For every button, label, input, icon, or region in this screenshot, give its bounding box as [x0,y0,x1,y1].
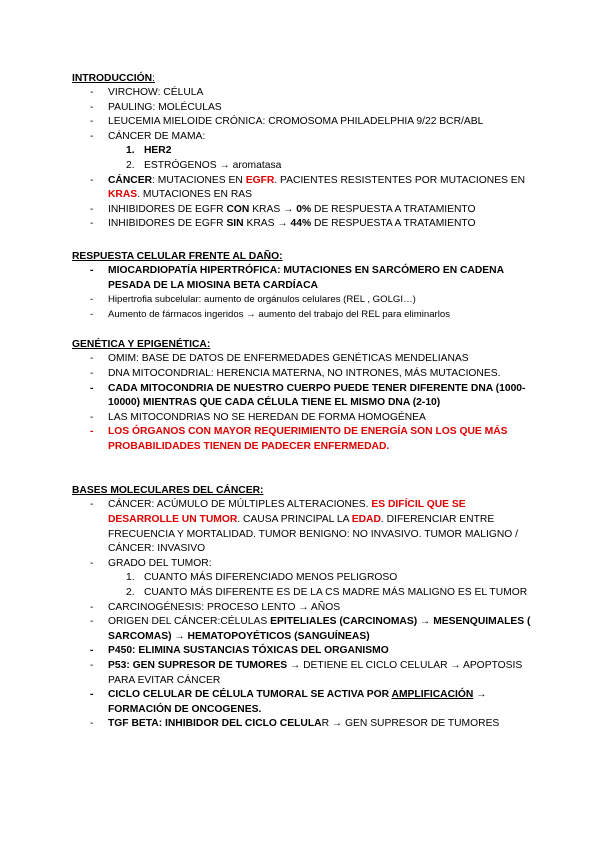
list-item: - LEUCEMIA MIELOIDE CRÓNICA: CROMOSOMA PHILADELPHIA 9/22 BCR/ABL [72,115,532,130]
section-introduccion [72,72,532,232]
bases-list-2 [72,601,532,732]
section-respuesta [72,250,532,322]
breast-sublist [72,144,532,173]
sub-item: 1. HER2 [126,145,172,157]
intro-list [72,86,532,144]
list-item: - MIOCARDIOPATÍA HIPERTRÓFICA: MUTACIONES EN SARCÓMERO EN CADENA PESADA DE LA MIOSINA BETA CARDÍACA [72,264,532,293]
list-item-inhib-con: - INHIBIDORES DE EGFR CON KRAS → 0% DE RESPUESTA A TRATAMIENTO [72,203,532,218]
list-item-tgf: - TGF BETA: INHIBIDOR DEL CICLO CELULAR → GEN SUPRESOR DE TUMORES [72,717,532,732]
list-item: - VIRCHOW: CÉLULA [72,86,532,101]
genetica-list [72,352,532,454]
list-item: - OMIM: BASE DE DATOS DE ENFERMEDADES GENÉTICAS MENDELIANAS [72,352,532,367]
list-item: - LOS ÓRGANOS CON MAYOR REQUERIMIENTO DE ENERGÍA SON LOS QUE MÁS PROBABILIDADES TIENEN DE PADECER ENFERMEDAD. [72,425,532,454]
respuesta-list [72,264,532,322]
list-item: - Aumento de fármacos ingeridos → aumento del trabajo del REL para eliminarlos [72,308,532,323]
heading-bases: BASES MOLECULARES DEL CÁNCER: [72,485,264,497]
document-page [72,72,532,745]
list-item: - DNA MITOCONDRIAL: HERENCIA MATERNA, NO INTRONES, MÁS MUTACIONES. [72,367,532,382]
intro-list-2 [72,174,532,232]
bases-list [72,498,532,571]
list-item: - CADA MITOCONDRIA DE NUESTRO CUERPO PUEDE TENER DIFERENTE DNA (1000- 10000) MIENTRAS QUE CADA CÉLULA TIENE EL MISMO DNA (2-10) [72,382,532,411]
grado-sublist [72,571,532,600]
list-item-p53: - P53: GEN SUPRESOR DE TUMORES → DETIENE EL CICLO CELULAR → APOPTOSIS PARA EVITAR CÁNCER [72,659,532,688]
list-item-ciclo: - CICLO CELULAR DE CÉLULA TUMORAL SE ACTIVA POR AMPLIFICACIÓN → FORMACIÓN DE ONCOGENES. [72,688,532,717]
section-genetica [72,338,532,454]
heading-introduccion: INTRODUCCIÓN: [72,73,155,84]
list-item-inhib-sin: - INHIBIDORES DE EGFR SIN KRAS → 44% DE RESPUESTA A TRATAMIENTO [72,217,532,232]
list-item: - LAS MITOCONDRIAS NO SE HEREDAN DE FORMA HOMOGÉNEA [72,411,532,426]
list-item: - CARCINOGÉNESIS: PROCESO LENTO → AÑOS [72,601,532,616]
list-item-origen: - ORIGEN DEL CÁNCER:CÉLULAS EPITELIALES (CARCINOMAS) → MESENQUIMALES ( SARCOMAS) → HEMATOPOYÉTICOS (SANGUÍNEAS) [72,615,532,644]
sub-item: 2. ESTRÓGENOS → aromatasa [126,159,282,171]
list-item-cancer-def: - CÁNCER: ACÚMULO DE MÚLTIPLES ALTERACIONES. ES DIFÍCIL QUE SE DESARROLLE UN TUMOR. CAUSA PRINCIPAL LA EDAD. DIFERENCIAR ENTRE FRECUENCIA Y MORTALIDAD. TUMOR BENIGNO: NO INVASIVO. TUMOR MALIGNO / CÁNCER: INVASIVO [72,498,532,556]
list-item: - CÁNCER DE MAMA: [72,130,532,145]
section-bases [72,484,532,732]
sub-item: 2. CUANTO MÁS DIFERENTE ES DE LA CS MADRE MÁS MALIGNO ES EL TUMOR [126,587,528,599]
list-item: - GRADO DEL TUMOR: [72,557,532,572]
list-item: - PAULING: MOLÉCULAS [72,101,532,116]
sub-item: 1. CUANTO MÁS DIFERENCIADO MENOS PELIGROSO [126,572,398,584]
list-item: - P450: ELIMINA SUSTANCIAS TÓXICAS DEL ORGANISMO [72,644,532,659]
heading-genetica: GENÉTICA Y EPIGENÉTICA: [72,339,211,351]
heading-respuesta: RESPUESTA CELULAR FRENTE AL DAÑO: [72,250,283,262]
list-item-cancer: - CÁNCER: MUTACIONES EN EGFR. PACIENTES RESISTENTES POR MUTACIONES EN KRAS. MUTACIONES EN RAS [72,174,532,203]
list-item: - Hipertrofia subcelular: aumento de orgánulos celulares (REL , GOLGI…) [72,293,532,308]
